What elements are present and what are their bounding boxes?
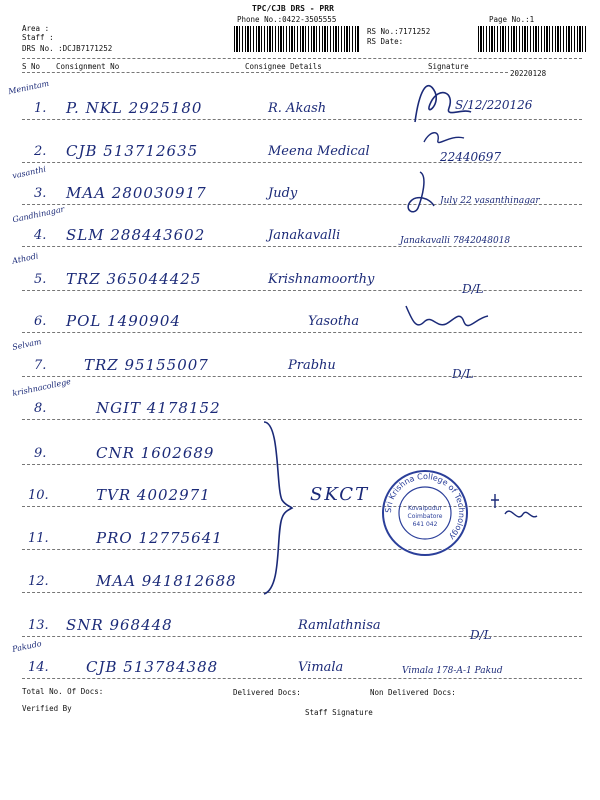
row-consignee: Meena Medical — [268, 144, 370, 159]
college-stamp — [380, 468, 470, 558]
row-divider — [22, 162, 582, 163]
row-consignee: Janakavalli — [268, 228, 341, 243]
row-divider — [22, 549, 582, 550]
row-delivery-note: July 22 vasanthinagar — [440, 196, 540, 206]
row-delivery-note: 22440697 — [440, 150, 502, 164]
stamp-signature — [485, 490, 545, 530]
col-consignee: Consignee Details — [245, 62, 322, 71]
row-divider — [22, 119, 582, 120]
row-number: 9. — [34, 446, 47, 461]
row-divider — [22, 636, 582, 637]
row-consignment-no: PRO 12775641 — [96, 529, 223, 547]
col-sno: S No — [22, 62, 41, 71]
row-consignment-no: SLM 288443602 — [66, 226, 206, 244]
non-delivered-docs: Non Delivered Docs: — [370, 688, 456, 697]
row-delivery-note: D/L — [452, 367, 474, 381]
row-consignment-no: CJB 513784388 — [86, 658, 219, 676]
group-bracket — [258, 418, 298, 598]
staff-signature: Staff Signature — [305, 708, 373, 717]
svg-text:Sri Krishna College of Technol: Sri Krishna College of Technology — [383, 471, 467, 542]
row-area: Selvam — [11, 337, 43, 352]
row-number: 7. — [34, 358, 47, 373]
row-number: 13. — [28, 618, 49, 633]
row-number: 2. — [34, 144, 47, 159]
row-divider — [22, 678, 582, 679]
header-divider — [22, 58, 582, 59]
signature-row-2 — [420, 128, 470, 150]
row-consignment-no: MAA 280030917 — [66, 184, 207, 202]
row-divider — [22, 376, 582, 377]
rs-date: RS Date: — [367, 37, 404, 46]
row-area: vasanthi — [11, 164, 47, 181]
row-number: 12. — [28, 574, 49, 589]
row-divider — [22, 464, 582, 465]
drs-number: DRS No. :DCJB7171252 — [22, 44, 113, 53]
document-title: TPC/CJB DRS - PRR — [252, 4, 334, 13]
row-divider — [22, 204, 582, 205]
group-note: SKCT — [310, 484, 370, 505]
barcode-drs — [234, 26, 360, 52]
row-consignment-no: TRZ 365044425 — [66, 270, 202, 288]
row-consignee: Yasotha — [308, 314, 360, 329]
signature-row-3 — [400, 168, 440, 218]
row-number: 1. — [34, 101, 47, 116]
row-number: 5. — [34, 272, 47, 287]
row-number: 11. — [28, 531, 49, 546]
area-label: Area : — [22, 24, 50, 33]
phone-number: Phone No.:0422-3505555 — [237, 15, 337, 24]
row-delivery-note: Vimala 178-A-1 Pakud — [402, 666, 503, 676]
row-delivery-note: S/12/220126 — [455, 98, 533, 112]
signature-row-6 — [402, 300, 492, 340]
svg-text:641 042: 641 042 — [412, 521, 438, 528]
row-number: 4. — [34, 228, 47, 243]
row-consignment-no: TVR 4002971 — [96, 486, 211, 504]
delivered-docs: Delivered Docs: — [233, 688, 301, 697]
row-consignee: Krishnamoorthy — [268, 272, 375, 287]
row-consignment-no: POL 1490904 — [66, 312, 181, 330]
row-area: Menintam — [7, 78, 50, 97]
row-area: krishnacollege — [11, 376, 72, 399]
row-consignment-no: P. NKL 2925180 — [66, 99, 203, 117]
col-signature: Signature — [428, 62, 469, 71]
staff-label: Staff : — [22, 33, 54, 42]
row-divider — [22, 332, 582, 333]
row-area: Pakudo — [11, 639, 43, 654]
row-divider — [22, 592, 582, 593]
row-number: 6. — [34, 314, 47, 329]
verified-by: Verified By — [22, 704, 72, 713]
row-consignment-no: NGIT 4178152 — [96, 399, 221, 417]
row-consignment-no: TRZ 95155007 — [84, 356, 209, 374]
row-delivery-note: Janakavalli 7842048018 — [400, 236, 511, 246]
row-delivery-note: D/L — [470, 628, 492, 642]
row-consignee: Judy — [268, 186, 298, 201]
row-consignment-no: SNR 968448 — [66, 616, 173, 634]
row-consignment-no: CNR 1602689 — [96, 444, 215, 462]
row-number: 3. — [34, 186, 47, 201]
row-number: 14. — [28, 660, 49, 675]
row-divider — [22, 246, 582, 247]
row-consignee: Vimala — [298, 660, 344, 675]
row-area: Athodi — [11, 251, 40, 266]
col-consignment: Consignment No — [56, 62, 120, 71]
row-area: Gandhinagar — [11, 204, 66, 225]
row-consignee: Prabhu — [288, 358, 336, 373]
row-consignee: Ramlathnisa — [298, 618, 381, 633]
date-stamp: 20220128 — [510, 69, 547, 78]
row-divider — [22, 290, 582, 291]
row-delivery-note: D/L — [462, 282, 484, 296]
rs-number: RS No.:7171252 — [367, 27, 431, 36]
row-number: 8. — [34, 401, 47, 416]
svg-text:Coimbatore: Coimbatore — [407, 513, 443, 520]
row-consignee: R. Akash — [268, 101, 327, 116]
page-number: Page No.:1 — [489, 15, 535, 24]
row-consignment-no: MAA 941812688 — [96, 572, 237, 590]
total-docs: Total No. Of Docs: — [22, 687, 104, 696]
row-divider — [22, 419, 582, 420]
row-number: 10. — [28, 488, 49, 503]
row-consignment-no: CJB 513712635 — [66, 142, 199, 160]
svg-text:Kovaipudur: Kovaipudur — [408, 505, 442, 512]
signature-row-1 — [405, 72, 475, 132]
barcode-rs — [478, 26, 586, 52]
